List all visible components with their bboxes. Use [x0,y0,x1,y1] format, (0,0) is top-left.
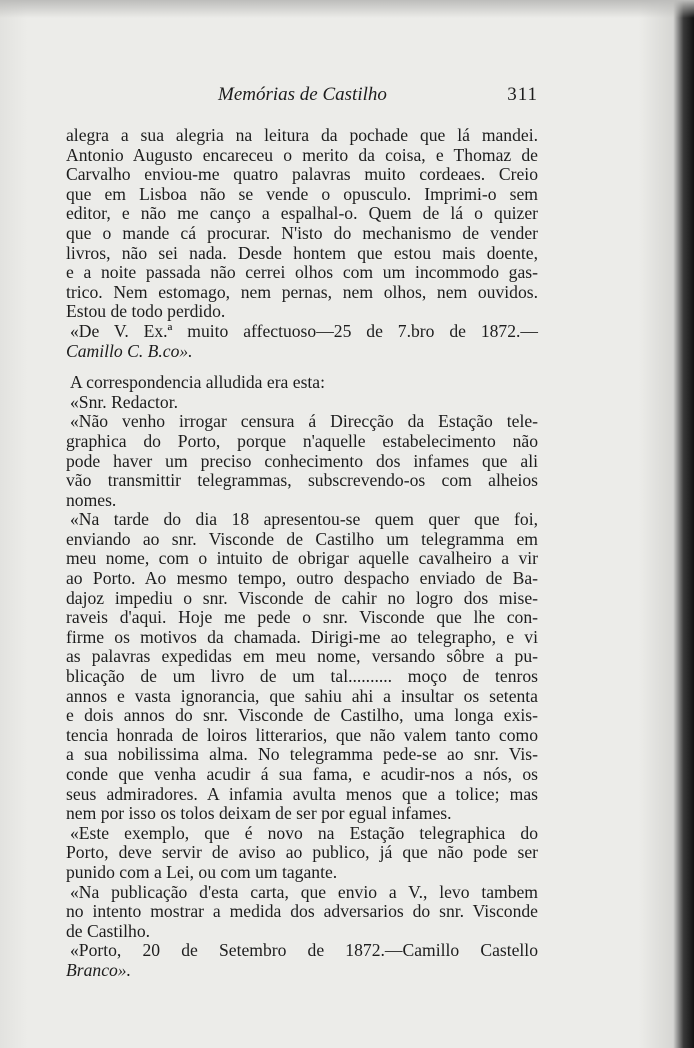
text-line: «Na tarde do dia 18 apresentou-se quem quer que foi, [70,509,538,530]
text-line: A correspondencia alludida era esta: [70,372,325,393]
text-line: Antonio Augusto encareceu o merito da coisa, e Thomaz de [66,144,538,165]
text-line: meu nome, com o intuito de obrigar aquelle cavalheiro a vir [66,548,538,569]
text-line: dajoz impediu o snr. Visconde de cahir no logro dos mise- [66,587,538,608]
text-line: ao Porto. Ao mesmo tempo, outro despacho enviado de Ba- [66,568,538,589]
running-header [66,84,538,108]
page-number: 311 [507,84,538,105]
text-line: «Este exemplo, que é novo na Estação telegraphica do [70,822,538,843]
signature-line: Branco». [66,959,131,980]
text-line: conde que venha acudir á sua fama, e acudir-nos a nós, os [66,764,538,784]
text-line: raveis d'aqui. Hoje me pede o snr. Visconde que lhe con- [66,607,538,628]
text-line: Estou de todo perdido. [66,301,226,322]
text-line: trico. Nem estomago, nem pernas, nem olhos, nem ouvidos. [66,281,538,302]
text-line: a sua nobilissima alma. No telegramma pede-se ao snr. Vis- [66,744,538,765]
page-top-shadow [0,0,694,18]
text-line: pode haver um preciso conhecimento dos infames que ali [66,450,538,471]
text-line: que o mande cá procurar. N'isto do mechanismo de vender [66,222,538,243]
text-line: firme os motivos da chamada. Dirigi-me ao telegrapho, e vi [66,626,538,647]
text-line: que em Lisboa não se vende o opusculo. Imprimi-o sem [66,183,538,204]
text-line: e a noite passada não cerrei olhos com um incommodo gas- [66,262,538,283]
text-line: livros, não sei nada. Desde hontem que estou mais doente, [66,242,538,263]
text-line: no intento mostrar a medida dos adversarios do snr. Visconde [66,901,538,922]
text-line: editor, e não me canço a espalhal-o. Quem de lá o quizer [66,203,538,224]
text-line: «Porto, 20 de Setembro de 1872.—Camillo Castello [70,940,538,961]
text-line: Carvalho enviou-me quatro palavras muito cordeaes. Creio [66,164,538,185]
text-line: graphica do Porto, porque n'aquelle estabelecimento não [66,430,538,451]
text-line: enviando ao snr. Visconde de Castilho um telegramma em [66,528,538,549]
text-line: alegra a sua alegria na leitura da pochade que lá mandei. [66,125,538,145]
text-line: blicação de um livro de um tal.......... moço de tenros [66,666,538,687]
text-line: tencia honrada de loiros litterarios, que não valem tanto como [66,724,538,745]
text-line: «Na publicação d'esta carta, que envio a V., levo tambem [70,881,538,902]
text-line: de Castilho. [66,920,151,941]
text-line: as palavras expedidas em meu nome, versando sôbre a pu- [66,646,538,667]
text-line: nomes. [66,489,117,510]
text-line: seus admiradores. A infamia avulta menos que a tolice; mas [66,783,538,804]
body-text [66,126,538,981]
text-line: annos e vasta ignorancia, que sahiu ahi a insultar os setenta [66,685,538,706]
text-line: «De V. Ex.ª muito affectuoso—25 de 7.bro de 1872.— [70,320,538,341]
text-line: nem por isso os tolos deixam de ser por egual infames. [66,803,452,824]
text-line: «Não venho irrogar censura á Direcção da Estação tele- [70,411,538,432]
text-line: «Snr. Redactor. [70,391,178,412]
signature-line: Camillo C. B.co». [66,340,193,361]
running-title: Memórias de Castilho [218,84,387,105]
text-line: Porto, deve servir de aviso ao publico, já que não pode ser [66,842,538,863]
text-line: vão transmittir telegrammas, subscrevendo-os com alheios [66,470,538,491]
text-line: e dois annos do snr. Visconde de Castilho, uma longa exis- [66,705,538,726]
text-line: punido com a Lei, ou com um tagante. [66,861,338,882]
